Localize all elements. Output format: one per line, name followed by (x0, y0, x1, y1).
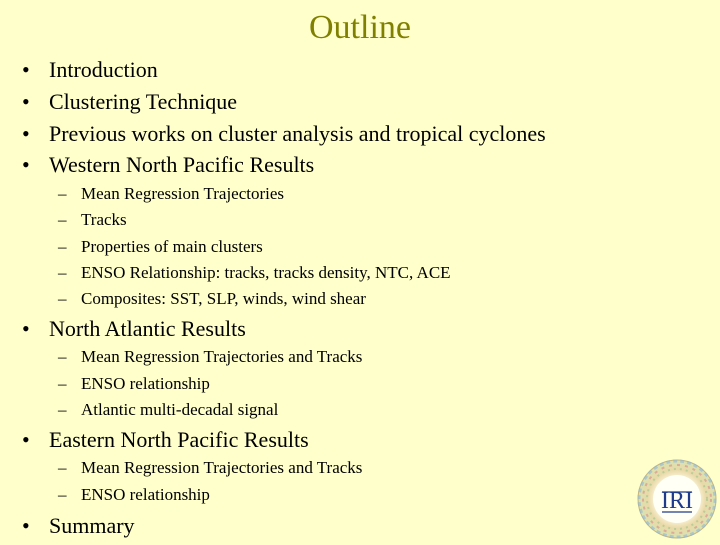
wnp-sub-item: – Tracks (58, 210, 127, 229)
wnp-sub-item: – Properties of main clusters (58, 237, 263, 256)
dash-marker: – (58, 263, 67, 282)
dash-marker: – (58, 289, 67, 308)
bullet-dot: • (22, 152, 30, 177)
dash-marker: – (58, 458, 67, 477)
bullet-summary: • Summary (22, 513, 135, 538)
dash-marker: – (58, 210, 67, 229)
na-sub-item: – Atlantic multi-decadal signal (58, 400, 279, 419)
iri-logo-graphic (636, 458, 718, 540)
bullet-dot: • (22, 121, 30, 146)
enp-sub-item: – Mean Regression Trajectories and Tracks (58, 458, 363, 477)
bullet-eastern-north-pacific: • Eastern North Pacific Results (22, 427, 309, 452)
bullet-clustering-technique: • Clustering Technique (22, 89, 238, 114)
bullet-dot: • (22, 513, 30, 538)
bullet-previous-works: • Previous works on cluster analysis and tropical cyclones (22, 121, 546, 146)
dash-marker: – (58, 400, 67, 419)
dash-marker: – (58, 485, 67, 504)
bullet-north-atlantic: • North Atlantic Results (22, 316, 246, 341)
bullet-dot: • (22, 427, 30, 452)
dash-marker: – (58, 184, 67, 203)
bullet-western-north-pacific: • Western North Pacific Results (22, 152, 315, 177)
slide-title: Outline (309, 9, 411, 46)
bullet-introduction: • Introduction (22, 57, 158, 82)
iri-logo-icon (636, 458, 718, 540)
enp-sub-item: – ENSO relationship (58, 485, 210, 504)
bullet-dot: • (22, 316, 30, 341)
dash-marker: – (58, 237, 67, 256)
wnp-sub-item: – Composites: SST, SLP, winds, wind shear (58, 289, 366, 308)
dash-marker: – (58, 374, 67, 393)
bullet-dot: • (22, 57, 30, 82)
na-sub-item: – ENSO relationship (58, 374, 210, 393)
bullet-dot: • (22, 89, 30, 114)
wnp-sub-item: – ENSO Relationship: tracks, tracks density, NTC, ACE (58, 263, 451, 282)
wnp-sub-item: – Mean Regression Trajectories (58, 184, 285, 203)
iri-logo-text: IRI (661, 488, 693, 514)
dash-marker: – (58, 347, 67, 366)
na-sub-item: – Mean Regression Trajectories and Tracks (58, 347, 363, 366)
